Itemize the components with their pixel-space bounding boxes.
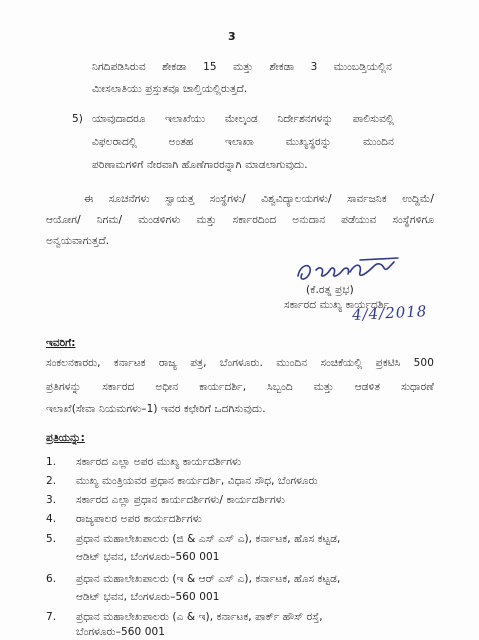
copy-item-7-number: 7. (46, 611, 57, 623)
copy-item-1-text: ಸರ್ಕಾರದ ಎಲ್ಲಾ ಅಪರ ಮುಖ್ಯ ಕಾರ್ಯದರ್ಶಿಗಳು (76, 456, 242, 468)
point-5-line-3: ಪರಿಣಾಮಗಳಿಗೆ ನೇರವಾಗಿ ಹೊಣೆಗಾರರನ್ನಾಗಿ ಮಾಡಲಾಗುವುದು. (92, 159, 308, 171)
copy-item-5-text-2: ಆಡಿಟ್ ಭವನ, ಬೆಂಗಳೂರು–560 001 (76, 551, 220, 563)
copies-heading: ಪ್ರತಿಯನ್ನು: (46, 432, 85, 444)
copy-item-2-number: 2. (46, 475, 57, 487)
copy-item-4-number: 4. (46, 513, 57, 525)
continuation-line-1: ನಿಗದಿಪಡಿಸಿರುವ ಶೇಕಡಾ 15 ಮತ್ತು ಶೇಕಡಾ 3 ಮುಂಬಡ್ತಿಯಲ್ಲಿನ (92, 61, 392, 73)
copy-item-4-text: ರಾಜ್ಯಪಾಲರ ಅಪರ ಕಾರ್ಯದರ್ಶಿಗಳು (76, 513, 202, 525)
page-number: 3 (228, 30, 236, 43)
copy-item-5-text: ಪ್ರಧಾನ ಮಹಾಲೇಖಪಾಲರು (ಜಿ & ಎಸ್ ಎಸ್ ಎ), ಕರ್ನಾಟಕ, ಹೊಸ ಕಟ್ಟಡ, (76, 533, 341, 545)
point-5-line-2: ವಿಫಲರಾದಲ್ಲಿ ಅಂತಹ ಇಲಾಖಾ ಮುಖ್ಯಸ್ಥರನ್ನು ಮುಂದಿನ (92, 136, 394, 148)
applicability-line-2: ಆಯೋಗ/ ನಿಗಮ/ ಮಂಡಳಿಗಳು ಮತ್ತು ಸರ್ಕಾರದಿಂದ ಅನುದಾನ ಪಡೆಯುವ ಸಂಸ್ಥೆಗಳಿಗೂ (46, 214, 434, 226)
copy-item-7-text: ಪ್ರಧಾನ ಮಹಾಲೇಖಪಾಲರು (ಎ & ಇ), ಕರ್ನಾಟಕ, ಪಾರ್ಕ್ ಹೌಸ್ ರಸ್ತೆ, (76, 611, 323, 623)
continuation-line-2: ಮೀಸಲಾತಿಯು ಪ್ರಸ್ತುತವೂ ಚಾಲ್ತಿಯಲ್ಲಿರುತ್ತದೆ. (92, 83, 248, 95)
applicability-line-3: ಅನ್ವಯವಾಗುತ್ತದೆ. (46, 235, 110, 247)
copy-item-2-text: ಮುಖ್ಯ ಮಂತ್ರಿಯವರ ಪ್ರಧಾನ ಕಾರ್ಯದರ್ಶಿ, ವಿಧಾನ ಸೌಧ, ಬೆಂಗಳೂರು (76, 475, 318, 487)
copy-item-6-text: ಪ್ರಧಾನ ಮಹಾಲೇಖಪಾಲರು (ಇ & ಆರ್ ಎಸ್ ಎ), ಕರ್ನಾಟಕ, ಹೊಸ ಕಟ್ಟಡ, (76, 573, 341, 585)
to-line-1: ಸಂಕಲನಕಾರರು, ಕರ್ನಾಟಕ ರಾಜ್ಯ ಪತ್ರ, ಬೆಂಗಳೂರು. ಮುಂದಿನ ಸಂಚಿಕೆಯಲ್ಲಿ ಪ್ರಕಟಿಸಿ 500 (46, 357, 434, 369)
signature-date-text: 4/4/2018 (351, 302, 428, 324)
to-line-2: ಪ್ರತಿಗಳನ್ನು ಸರ್ಕಾರದ ಅಧೀನ ಕಾರ್ಯದರ್ಶಿ, ಸಿಬ್ಬಂದಿ ಮತ್ತು ಆಡಳಿತ ಸುಧಾರಣೆ (46, 381, 434, 393)
point-5-number: 5) (72, 113, 83, 125)
signatory-name: (ಕೆ.ರತ್ನ ಪ್ರಭ) (306, 284, 354, 296)
to-heading: ಇವರಿಗೆ: (46, 337, 76, 349)
applicability-line-1: ಈ ಸೂಚನೆಗಳು ಸ್ವಾಯತ್ತ ಸಂಸ್ಥೆಗಳು/ ವಿಶ್ವವಿದ್ಯಾಲಯಗಳು/ ಸಾರ್ವಜನಿಕ ಉದ್ದಿಮೆ/ (84, 193, 434, 205)
copy-item-3-text: ಸರ್ಕಾರದ ಎಲ್ಲಾ ಪ್ರಧಾನ ಕಾರ್ಯದರ್ಶಿಗಳು/ ಕಾರ್ಯದರ್ಶಿಗಳು (76, 494, 285, 506)
point-5-line-1: ಯಾವುದಾದರೂ ಇಲಾಖೆಯು ಮೇಲ್ಕಂಡ ನಿರ್ದೇಶನಗಳನ್ನು ಪಾಲಿಸುವಲ್ಲಿ (92, 113, 394, 125)
copy-item-6-number: 6. (46, 573, 57, 585)
signature-date (351, 302, 428, 329)
signatory-designation: ಸರ್ಕಾರದ ಮುಖ್ಯ ಕಾರ್ಯದರ್ಶಿ (284, 299, 390, 311)
to-line-3: ಇಲಾಖೆ(ಸೇವಾ ನಿಯಮಗಳು–1) ಇವರ ಕಛೇರಿಗೆ ಒದಗಿಸುವುದು. (46, 403, 266, 415)
copy-item-5-number: 5. (46, 533, 57, 545)
copy-item-6-text-2: ಆಡಿಟ್ ಭವನ, ಬೆಂಗಳೂರು–560 001 (76, 591, 220, 603)
copy-item-1-number: 1. (46, 456, 57, 468)
copy-item-3-number: 3. (46, 494, 57, 506)
copy-item-7-text-2: ಬೆಂಗಳೂರು–560 001 (76, 626, 166, 638)
